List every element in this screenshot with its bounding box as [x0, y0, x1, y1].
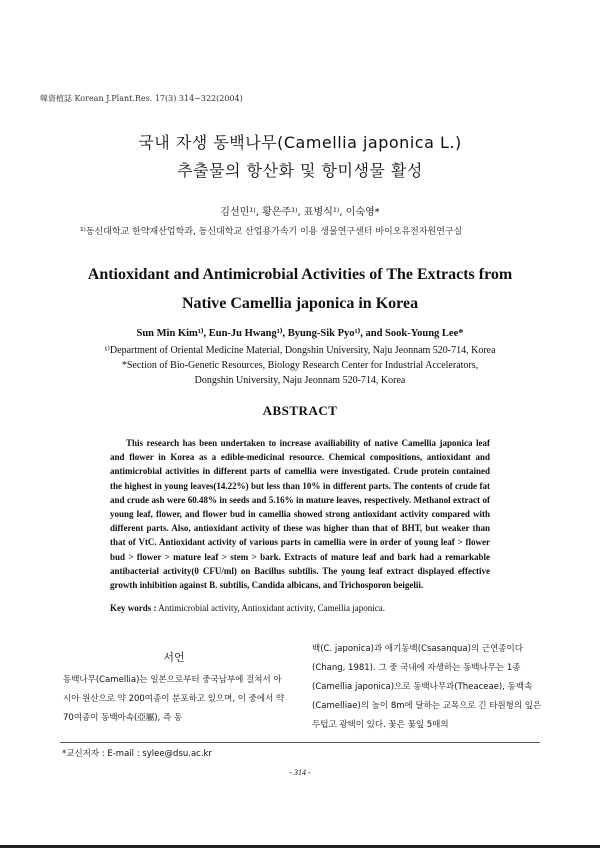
english-title-line2: Native Camellia japonica in Korea: [181, 295, 419, 312]
intro-right-column: [312, 640, 542, 735]
korean-title-line2: 추출물의 항산화 및 항미생물 활성: [177, 161, 423, 180]
english-authors: Sun Min Kim¹⁾, Eun-Ju Hwang¹⁾, Byung-Sik Pyo¹⁾, and Sook-Young Lee*: [136, 328, 464, 339]
intro-right-text: 백(C. japonica)과 애기동백(Csasanqua)의 근연종이다(Chang, 1981). 그 중 국내에 자생하는 동백나무는 1종(Camellia japonica)으로 동백나무과(Theaceae), 동백속(Camelliae)의 높이 8m에 달하는 교목으로 긴 타원형의 잎은 두텁고 광택이 있다. 꽃은 꽃잎 5매의: [312, 644, 542, 730]
english-affiliation-line1: ¹⁾Department of Oriental Medicine Material, Dongshin University, Naju Jeonnam 520-714, Korea: [104, 345, 496, 356]
journal-citation: 韓資植誌 Korean J.Plant.Res. 17(3) 314~322(2004): [40, 94, 243, 103]
keywords-text: Antimicrobial activity, Antioxidant activity, Camellia japonica.: [158, 603, 386, 613]
english-affiliation-line3: Dongshin University, Naju Jeonnam 520-714, Korea: [194, 375, 406, 386]
footnote-divider: [60, 742, 540, 743]
keywords-label: Key words :: [110, 603, 157, 613]
korean-affiliation: ¹⁾동신대학교 한약재산업학과, 동신대학교 산업용가속기 이용 생물연구센터 바이오유전자원연구실: [80, 227, 463, 237]
intro-left-text: 동백나무(Camellia)는 일본으로부터 중국남부에 걸쳐서 아시아 원산으로 약 200여종이 분포하고 있으며, 이 중에서 약 70여종이 동백아속(亞屬), 즉 동: [63, 675, 285, 723]
abstract-heading: ABSTRACT: [262, 403, 338, 418]
korean-authors: 김선민¹⁾, 황은주¹⁾, 표병식¹⁾, 이숙영*: [220, 207, 380, 218]
keywords: [110, 603, 510, 613]
page-number: - 314 -: [289, 768, 311, 777]
english-title-line1: Antioxidant and Antimicrobial Activities of The Extracts from: [87, 266, 513, 283]
english-affiliation-line2: *Section of Bio-Genetic Resources, Biology Research Center for Industrial Accelerators,: [121, 360, 479, 371]
corresponding-author-footnote: *교신저자 : E-mail : sylee@dsu.ac.kr: [62, 749, 212, 759]
intro-heading: 서언: [163, 651, 185, 664]
abstract-body: This research has been undertaken to increase availiability of native Camellia japonica leaf and flower in Korea as a edible-medicinal resource. Chemical compositions, antioxidant and antimicrobial activities in different parts of camellia were investigated. Crude protein contained the highest in young leaves(14.22%) but less than 10% in different parts. The contents of crude fat and crude ash were 60.48% in seeds and 5.16% in mature leaves, respectively. Methanol extract of young leaf, flower, and flower bud in camellia showed strong antioxidant activity compared with different parts. Also, antioxidant activity of these was higher than that of BHT, but weaker than that of VtC. Antioxidant activity of various parts in camellia were in order of young leaf > flower bud > flower > mature leaf > stem > bark. Extracts of mature leaf and bark had a remarkable antibacterial activity(0 CFU/ml) on Bacillus subtilis. The young leaf extract displayed effective growth inhibition against B. subtilis, Candida albicans, and Trichosporon beigelii.: [110, 438, 490, 591]
korean-title-line1: 국내 자생 동백나무(Camellia japonica L.): [138, 133, 462, 152]
intro-left-column: [63, 648, 285, 728]
